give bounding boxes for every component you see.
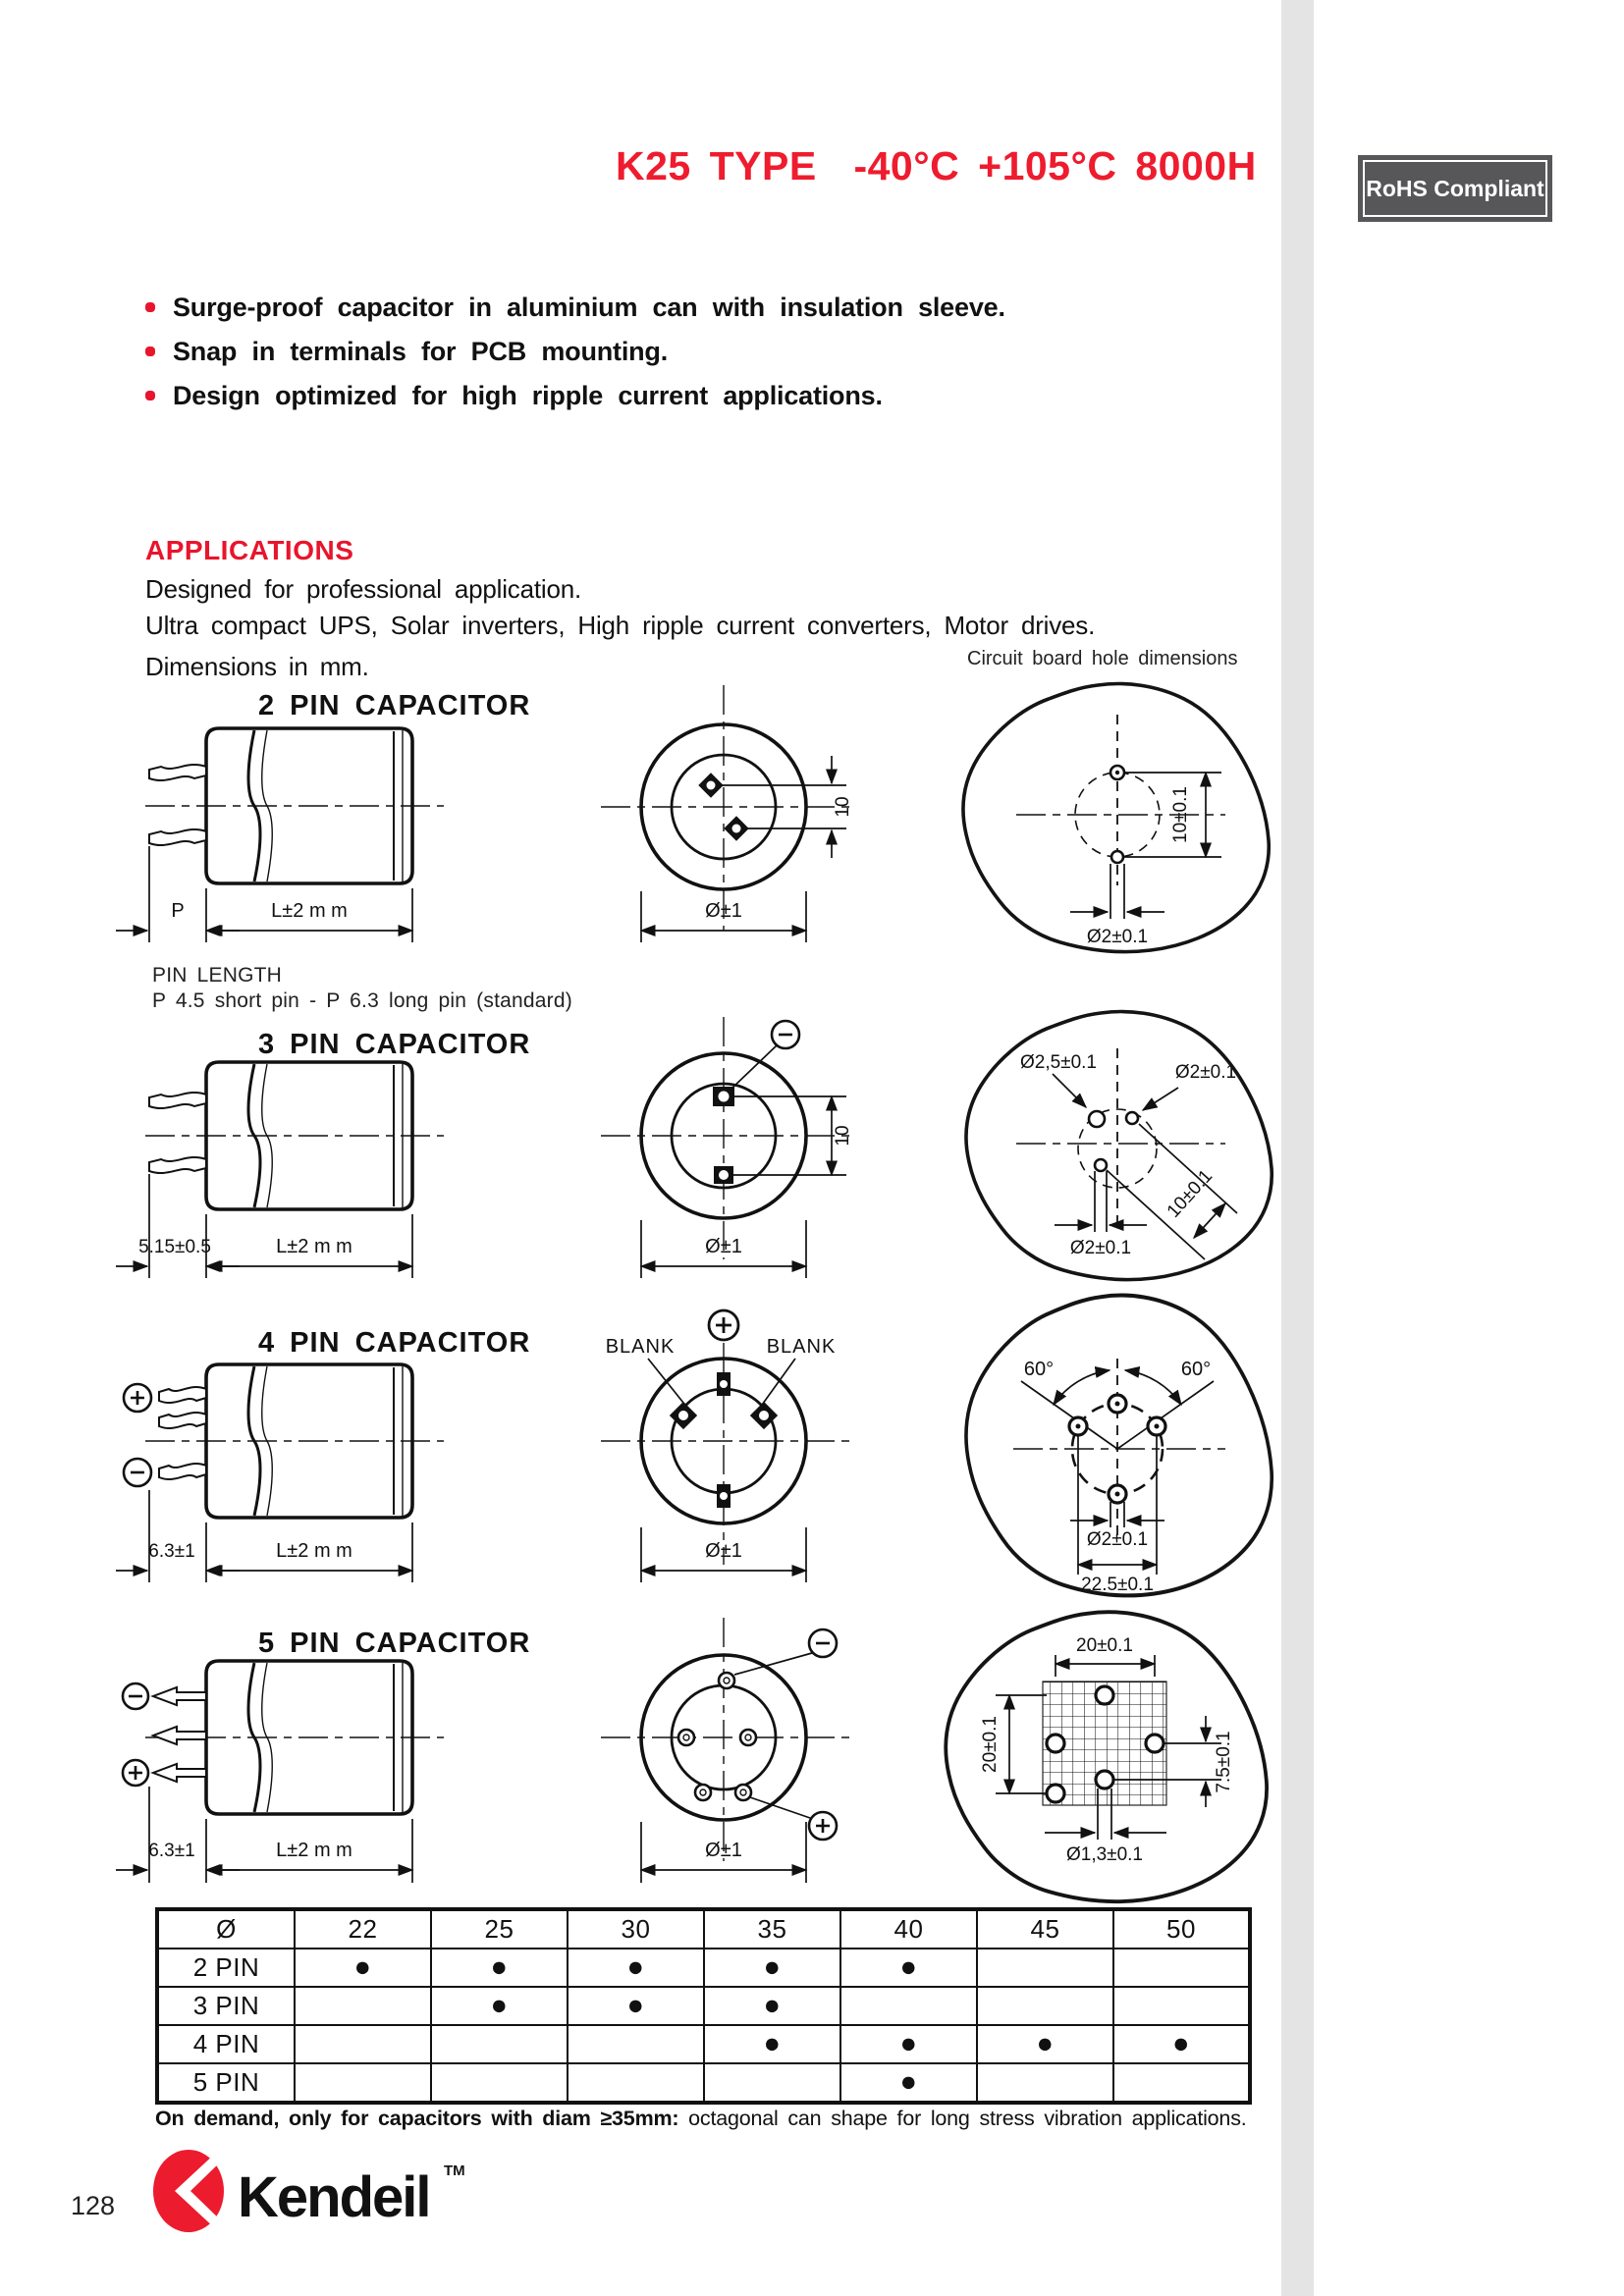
pin3-side-view <box>116 1062 444 1278</box>
availability-dot <box>1113 1987 1250 2025</box>
availability-dot: ● <box>840 2025 977 2063</box>
dim-label-angle-left-4pin: 60° <box>1023 1359 1055 1380</box>
dim-label-board-hole-right-3pin: Ø2±0.1 <box>1174 1062 1237 1083</box>
dim-label-board-pitch-3pin: 10±0.1 <box>1163 1165 1218 1222</box>
pin2-drawing <box>128 677 1286 991</box>
availability-dot: ● <box>840 2063 977 2103</box>
pin-length-title: PIN LENGTH <box>152 964 283 987</box>
feature-text: Surge-proof capacitor in aluminium can with insulation sleeve. <box>173 293 1005 322</box>
availability-dot: ● <box>977 2025 1113 2063</box>
table-header: 35 <box>704 1909 840 1949</box>
trademark-symbol: TM <box>444 2163 465 2179</box>
availability-dot <box>1113 1949 1250 1987</box>
dim-label-angle-right-4pin: 60° <box>1180 1359 1212 1380</box>
rohs-badge-label: RoHS Compliant <box>1363 160 1547 217</box>
feature-item <box>145 381 1005 411</box>
availability-dot <box>977 1949 1113 1987</box>
pin3-board-blob <box>966 1012 1272 1280</box>
availability-dot: ● <box>840 1949 977 1987</box>
dimensions-note: Dimensions in mm. <box>145 652 369 681</box>
kendeil-logo-icon <box>153 2150 224 2232</box>
row-label: 4 PIN <box>157 2025 295 2063</box>
applications-line2: Ultra compact UPS, Solar inverters, High ripple current converters, Motor drives. <box>145 611 1096 640</box>
dim-label-board-pitch-2pin: 10±0.1 <box>1170 786 1191 843</box>
pin5-side-view <box>116 1661 444 1883</box>
blank-label-right: BLANK <box>766 1336 837 1358</box>
availability-dot <box>295 2025 431 2063</box>
dim-label-pitch-right-5pin: 7.5±0.1 <box>1214 1731 1234 1793</box>
availability-dot <box>431 2025 568 2063</box>
dim-label-front-pitch-2pin: 10 <box>833 796 853 818</box>
table-header: 25 <box>431 1909 568 1949</box>
availability-table <box>155 1907 1252 2105</box>
dim-label-l-5pin: L±2 m m <box>276 1840 352 1861</box>
blank-label-left: BLANK <box>605 1336 676 1358</box>
kendeil-logo <box>145 2146 479 2244</box>
footnote-strong: On demand, only for capacitors with diam ≥35mm: <box>155 2107 679 2130</box>
availability-dot <box>295 1987 431 2025</box>
availability-dot: ● <box>704 1987 840 2025</box>
dim-label-board-hole-2pin: Ø2±0.1 <box>1086 927 1149 947</box>
dim-label-front-dia-5pin: Ø±1 <box>705 1840 742 1861</box>
table-header: 45 <box>977 1909 1113 1949</box>
pin-length-note <box>152 963 572 1014</box>
dim-label-front-dia-4pin: Ø±1 <box>705 1540 742 1562</box>
table-header: 40 <box>840 1909 977 1949</box>
plus-terminal-icon <box>709 1310 738 1340</box>
pin5-front-view <box>601 1618 852 1883</box>
pin2-board-blob <box>963 684 1269 952</box>
dim-label-p-3pin: 5.15±0.5 <box>138 1237 211 1257</box>
pin4-front-view <box>601 1310 852 1582</box>
table-row <box>157 1987 1250 2025</box>
availability-dot <box>295 2063 431 2103</box>
section-heading-4pin: 4 PIN CAPACITOR <box>258 1327 531 1359</box>
feature-item <box>145 337 1005 367</box>
dim-label-pitch-left-5pin: 20±0.1 <box>980 1716 1001 1773</box>
pin2-side-view <box>116 728 444 942</box>
pin4-board-blob <box>966 1296 1272 1596</box>
plus-terminal-icon <box>750 1797 837 1840</box>
dim-label-l-3pin: L±2 m m <box>276 1236 352 1257</box>
dim-label-p-2pin: P <box>171 900 185 922</box>
applications-heading: APPLICATIONS <box>145 535 354 565</box>
availability-dot <box>977 1987 1113 2025</box>
circuit-board-note: Circuit board hole dimensions <box>967 648 1238 669</box>
pin5-board-blob <box>946 1612 1267 1901</box>
pin3-front-view <box>601 1017 853 1278</box>
feature-text: Design optimized for high ripple current applications. <box>173 381 883 410</box>
table-row <box>157 1949 1250 1987</box>
dim-label-pitch-top-5pin: 20±0.1 <box>1076 1635 1133 1656</box>
dim-label-board-hole-5pin: Ø1,3±0.1 <box>1065 1844 1144 1865</box>
plus-terminal-icon <box>123 1760 148 1786</box>
minus-terminal-icon <box>734 1629 837 1675</box>
table-row <box>157 2063 1250 2103</box>
minus-terminal-icon <box>124 1459 151 1486</box>
availability-dot <box>568 2063 704 2103</box>
dim-label-board-pitch-4pin: 22.5±0.1 <box>1081 1575 1154 1595</box>
dim-label-l-2pin: L±2 m m <box>271 900 348 922</box>
pin-length-text: P 4.5 short pin - P 6.3 long pin (standard) <box>152 989 572 1012</box>
availability-dot: ● <box>568 1949 704 1987</box>
bullet-icon <box>145 347 155 356</box>
availability-dot: ● <box>704 2025 840 2063</box>
availability-dot <box>431 2063 568 2103</box>
availability-dot <box>977 2063 1113 2103</box>
section-heading-3pin: 3 PIN CAPACITOR <box>258 1029 531 1060</box>
pin4-side-view <box>116 1364 444 1582</box>
dim-label-p-5pin: 6.3±1 <box>148 1841 195 1861</box>
table-row <box>157 2025 1250 2063</box>
dim-label-l-4pin: L±2 m m <box>276 1540 352 1562</box>
availability-dot: ● <box>1113 2025 1250 2063</box>
availability-dot <box>568 2025 704 2063</box>
dim-label-board-hole-4pin: Ø2±0.1 <box>1086 1529 1149 1550</box>
availability-dot <box>1113 2063 1250 2103</box>
row-label: 3 PIN <box>157 1987 295 2025</box>
availability-dot: ● <box>431 1949 568 1987</box>
footnote <box>155 2107 1247 2131</box>
feature-item <box>145 293 1005 323</box>
minus-terminal-icon <box>123 1683 148 1709</box>
applications-line1: Designed for professional application. <box>145 574 581 604</box>
bullet-icon <box>145 302 155 312</box>
availability-dot: ● <box>568 1987 704 2025</box>
availability-dot <box>840 1987 977 2025</box>
footnote-rest: octagonal can shape for long stress vibration applications. <box>678 2107 1247 2130</box>
availability-dot <box>704 2063 840 2103</box>
row-label: 5 PIN <box>157 2063 295 2103</box>
bullet-icon <box>145 391 155 400</box>
table-header-diameter: Ø <box>157 1909 295 1949</box>
applications-text <box>145 571 1095 644</box>
dim-label-board-hole-bottom-3pin: Ø2±0.1 <box>1069 1238 1132 1258</box>
table-header: 22 <box>295 1909 431 1949</box>
pin3-drawing <box>128 1021 1286 1315</box>
dim-label-front-pitch-3pin: 10 <box>833 1125 853 1147</box>
availability-dot: ● <box>704 1949 840 1987</box>
availability-dot: ● <box>295 1949 431 1987</box>
pin2-front-view <box>601 685 853 942</box>
dim-label-p-4pin: 6.3±1 <box>148 1541 195 1562</box>
feature-text: Snap in terminals for PCB mounting. <box>173 337 669 366</box>
dim-label-board-hole-big-3pin: Ø2,5±0.1 <box>1019 1052 1098 1073</box>
page-number: 128 <box>71 2191 116 2220</box>
section-heading-2pin: 2 PIN CAPACITOR <box>258 690 531 721</box>
table-header: 30 <box>568 1909 704 1949</box>
dim-label-front-dia-3pin: Ø±1 <box>705 1236 742 1257</box>
rohs-badge <box>1358 155 1552 222</box>
row-label: 2 PIN <box>157 1949 295 1987</box>
plus-terminal-icon <box>124 1384 151 1412</box>
kendeil-logo-text: Kendeil <box>238 2165 430 2229</box>
dim-label-front-dia-2pin: Ø±1 <box>705 900 742 922</box>
table-header: 50 <box>1113 1909 1250 1949</box>
availability-dot: ● <box>431 1987 568 2025</box>
feature-list <box>145 293 1005 425</box>
section-heading-5pin: 5 PIN CAPACITOR <box>258 1628 531 1659</box>
table-header-row <box>157 1909 1250 1949</box>
page-title: K25 TYPE -40°C +105°C 8000H <box>616 143 1257 188</box>
